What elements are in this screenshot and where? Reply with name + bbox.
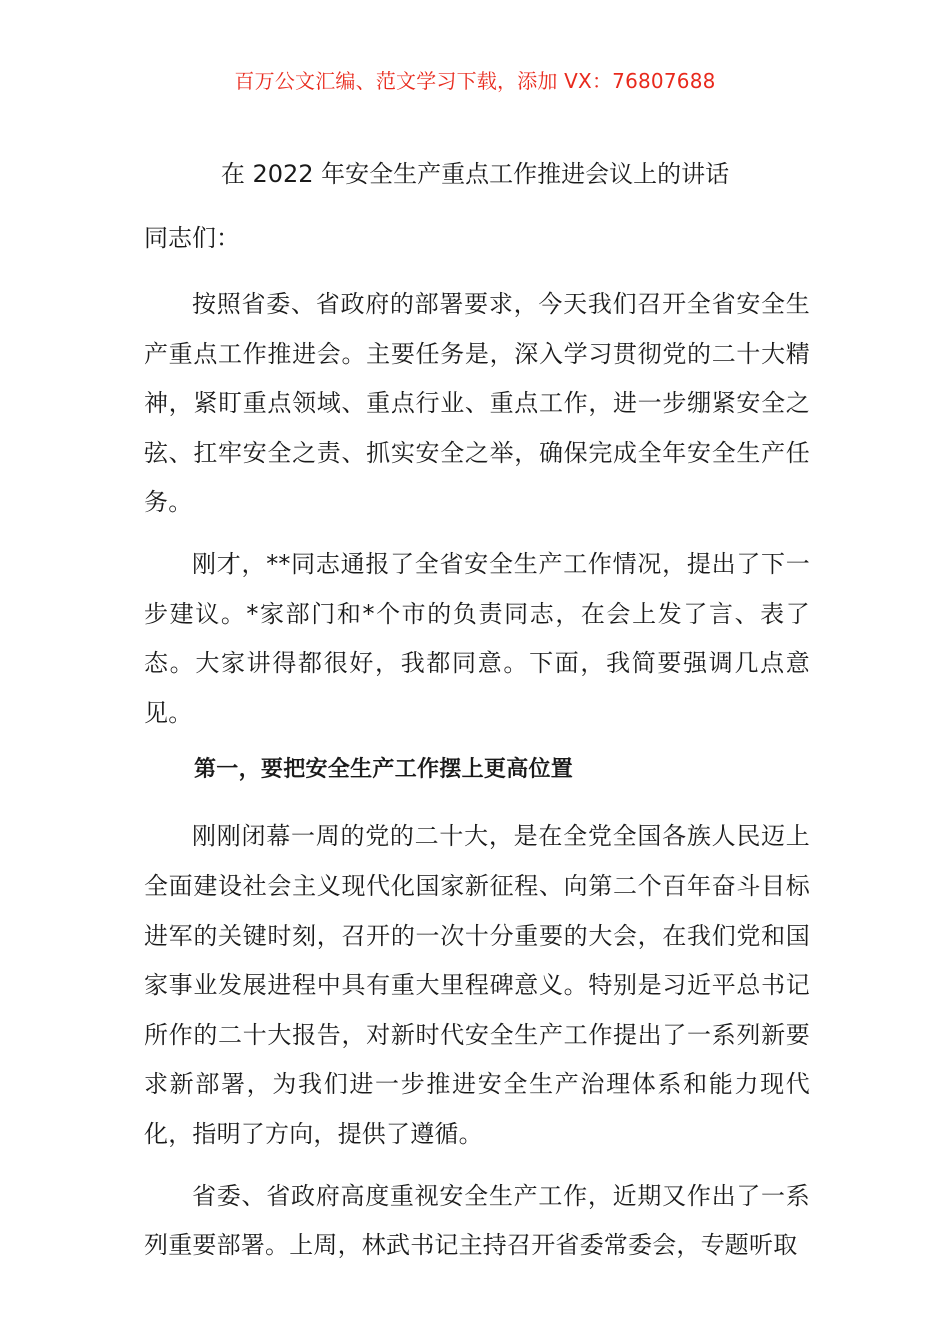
paragraph-summary: 刚才，**同志通报了全省安全生产工作情况，提出了下一步建议。*家部门和*个市的负责同志，在会上发了言、表了态。大家讲得都很好，我都同意。下面，我简要强调几点意见。 — [144, 549, 810, 727]
document-body — [144, 218, 810, 1283]
document-title: 在 2022 年安全生产重点工作推进会议上的讲话 — [220, 160, 730, 188]
watermark-banner: 百万公文汇编、范文学习下载，添加 VX：76807688 — [234, 69, 716, 93]
paragraph-intro: 按照省委、省政府的部署要求，今天我们召开全省安全生产重点工作推进会。主要任务是，深入学习贯彻党的二十大精神，紧盯重点领域、重点行业、重点工作，进一步绷紧安全之弦、扛牢安全之责、抓实安全之举，确保完成全年安全生产任务。 — [144, 290, 810, 517]
paragraph-section1-1: 刚刚闭幕一周的党的二十大，是在全党全国各族人民迈上全面建设社会主义现代化国家新征程、向第二个百年奋斗目标进军的关键时刻，召开的一次十分重要的大会，在我们党和国家事业发展进程中具有重大里程碑意义。特别是习近平总书记所作的二十大报告，对新时代安全生产工作提出了一系列新要求新部署，为我们进一步推进安全生产治理体系和能力现代化，指明了方向，提供了遵循。 — [144, 822, 810, 1148]
section-heading-1: 第一，要把安全生产工作摆上更高位置 — [194, 757, 574, 783]
paragraph-section1-2: 省委、省政府高度重视安全生产工作，近期又作出了一系列重要部署。上周，林武书记主持召开省委常委会，专题听取 — [144, 1181, 810, 1260]
salutation: 同志们： — [144, 224, 240, 252]
